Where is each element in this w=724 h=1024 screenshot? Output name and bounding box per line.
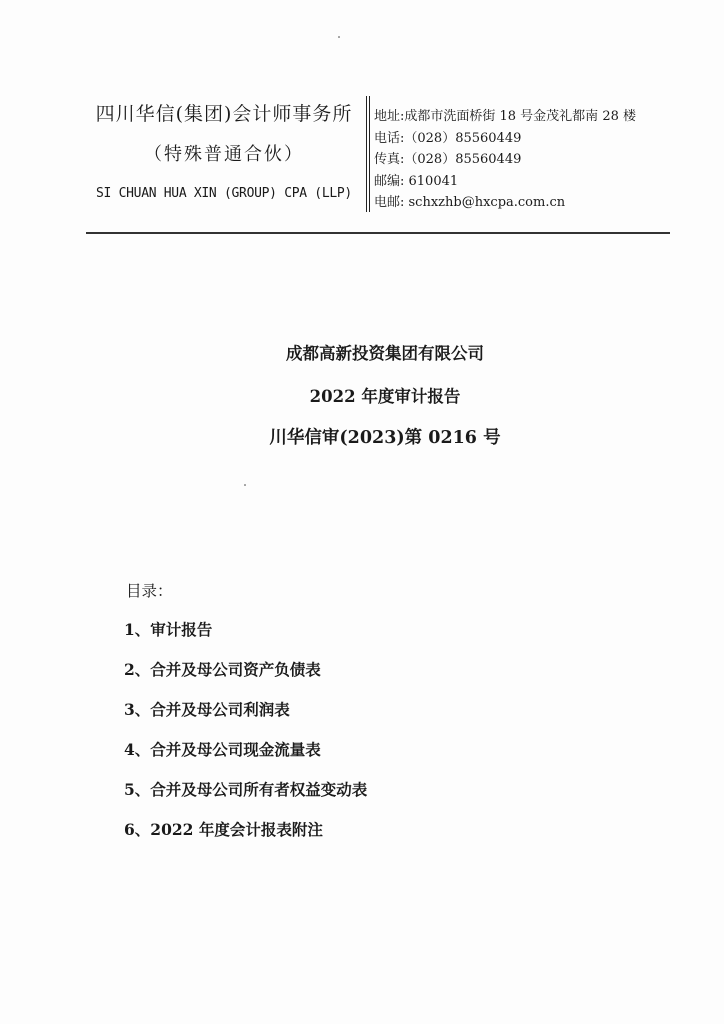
scan-speck xyxy=(244,484,246,486)
toc-item: 2、合并及母公司资产负债表 xyxy=(124,660,321,679)
letterhead-divider xyxy=(366,96,370,212)
firm-name-english: SI CHUAN HUA XIN (GROUP) CPA (LLP) xyxy=(96,186,352,201)
letterhead-rule xyxy=(86,232,670,234)
toc-item: 4、合并及母公司现金流量表 xyxy=(124,740,321,759)
firm-name: 四川华信(集团)会计师事务所 xyxy=(95,103,353,125)
firm-type: （特殊普通合伙） xyxy=(144,144,304,165)
toc-item: 5、合并及母公司所有者权益变动表 xyxy=(124,780,368,799)
firm-address: 地址:成都市洗面桥街 18 号金茂礼都南 28 楼 xyxy=(374,109,636,124)
letterhead-contact xyxy=(374,106,674,214)
toc-item: 1、审计报告 xyxy=(124,620,213,639)
firm-phone: 电话:（028）85560449 xyxy=(374,130,522,146)
firm-email: 电邮: schxzhb@hxcpa.com.cn xyxy=(374,195,566,210)
letterhead-firm xyxy=(88,102,360,203)
toc-item: 3、合并及母公司利润表 xyxy=(124,700,290,719)
toc-heading: 目录： xyxy=(126,582,173,600)
toc-list xyxy=(124,620,367,860)
firm-postcode: 邮编: 610041 xyxy=(374,173,459,189)
toc-item: 6、2022 年度会计报表附注 xyxy=(124,820,323,839)
firm-fax: 传真:（028）85560449 xyxy=(374,152,522,167)
report-reference-number: 川华信审(2023)第 0216 号 xyxy=(269,428,501,448)
scan-speck xyxy=(338,36,340,38)
report-title: 2022 年度审计报告 xyxy=(309,387,461,406)
company-name: 成都高新投资集团有限公司 xyxy=(286,344,484,363)
